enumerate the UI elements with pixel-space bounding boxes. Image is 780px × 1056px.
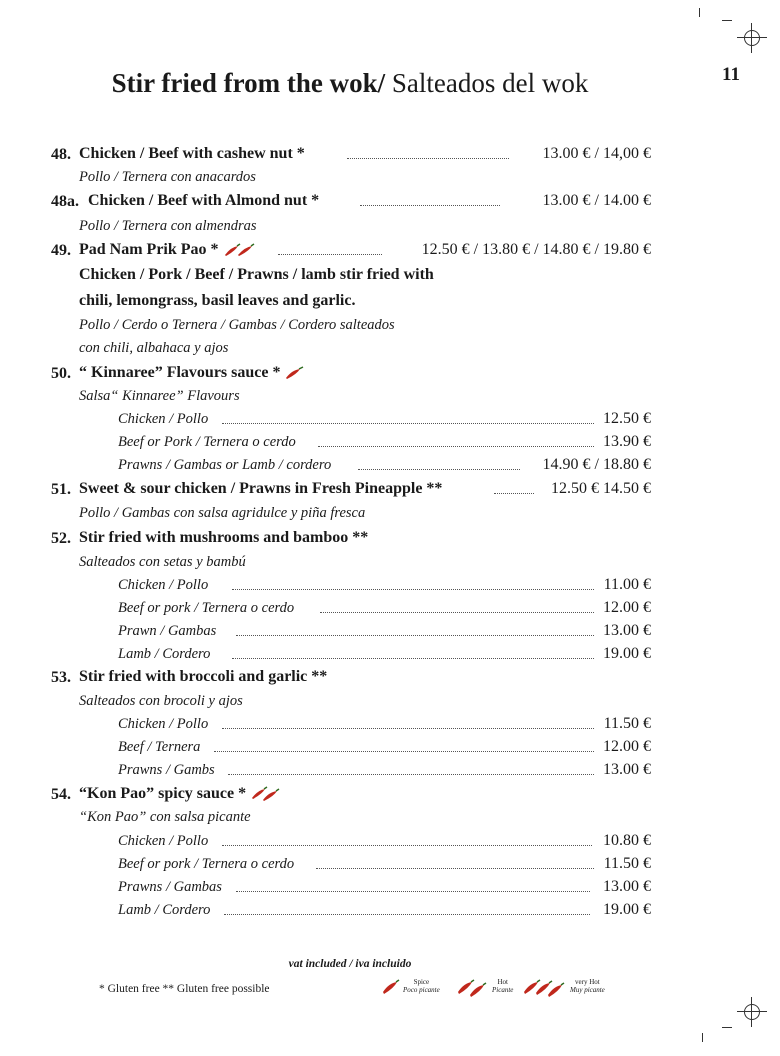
chili-icon <box>522 978 568 998</box>
leader-dots <box>232 589 594 590</box>
legend-label: Hot <box>497 978 508 986</box>
option-row <box>0 452 780 476</box>
legend-label-es: Poco picante <box>403 986 440 994</box>
menu-item-52 <box>0 525 780 549</box>
menu-item-48-subtitle <box>0 164 780 188</box>
dish-subtitle: Pollo / Cerdo o Ternera / Gambas / Cordero salteados <box>79 317 395 333</box>
option-label: Prawns / Gambas <box>118 879 222 895</box>
item-number: 53. <box>51 669 71 686</box>
menu-item-49-description-2 <box>0 288 780 312</box>
leader-dots <box>494 493 534 494</box>
option-row <box>0 618 780 642</box>
menu-item-49-description-1 <box>0 262 780 286</box>
dish-subtitle: Pollo / Gambas con salsa agridulce y piña fresca <box>79 505 366 521</box>
dish-subtitle: Salteados con brocoli y ajos <box>79 693 243 709</box>
option-label: Lamb / Cordero <box>118 646 211 662</box>
item-number: 48a. <box>51 193 79 210</box>
leader-dots <box>318 446 594 447</box>
dish-price: 13.00 € / 14,00 € <box>542 145 651 162</box>
option-row <box>0 429 780 453</box>
option-label: Beef or pork / Ternera o cerdo <box>118 600 295 616</box>
menu-item-51 <box>0 476 780 500</box>
option-row <box>0 711 780 735</box>
option-row <box>0 897 780 921</box>
menu-item-48a-subtitle <box>0 213 780 237</box>
option-price: 19.00 € <box>603 901 651 918</box>
dish-subtitle: con chili, albahaca y ajos <box>79 340 229 356</box>
option-price: 11.00 € <box>603 576 651 593</box>
dish-subtitle: Salteados con setas y bambú <box>79 554 246 570</box>
option-label: Beef or pork / Ternera o cerdo <box>118 856 295 872</box>
item-number: 48. <box>51 146 71 163</box>
option-row <box>0 828 780 852</box>
menu-item-53 <box>0 664 780 688</box>
chili-icon <box>456 978 490 998</box>
leader-dots <box>222 728 594 729</box>
option-label: Chicken / Pollo <box>118 833 209 849</box>
menu-item-48a <box>0 188 780 212</box>
option-label: Chicken / Pollo <box>118 411 209 427</box>
option-row <box>0 572 780 596</box>
menu-item-50 <box>0 360 780 384</box>
option-label: Prawn / Gambas <box>118 623 217 639</box>
leader-dots <box>224 914 590 915</box>
dish-name: Sweet & sour chicken / Prawns in Fresh Pineapple ** <box>79 480 443 497</box>
chili-icon <box>250 786 282 802</box>
menu-item-48 <box>0 141 780 165</box>
dish-price: 12.50 € 14.50 € <box>551 480 651 497</box>
crop-mark <box>702 1033 703 1042</box>
option-price: 13.00 € <box>603 878 651 895</box>
option-price: 11.50 € <box>603 855 651 872</box>
dish-name: Chicken / Beef with cashew nut * <box>79 145 305 162</box>
legend-spice <box>381 978 440 996</box>
leader-dots <box>347 158 509 159</box>
option-price: 13.00 € <box>603 761 651 778</box>
chili-icon <box>223 243 259 257</box>
menu-item-51-subtitle <box>0 500 780 524</box>
leader-dots <box>236 635 594 636</box>
option-label: Chicken / Pollo <box>118 577 209 593</box>
menu-item-54-subtitle <box>0 804 780 828</box>
vat-note: vat included / iva incluido <box>288 958 412 970</box>
option-price: 12.00 € <box>603 599 651 616</box>
option-price: 11.50 € <box>603 715 651 732</box>
option-price: 19.00 € <box>603 645 651 662</box>
page-title <box>0 68 700 99</box>
option-price: 10.80 € <box>603 832 651 849</box>
leader-dots <box>236 891 590 892</box>
option-label: Beef / Ternera <box>118 739 201 755</box>
leader-dots <box>232 658 594 659</box>
leader-dots <box>222 845 592 846</box>
item-number: 50. <box>51 365 71 382</box>
option-row <box>0 851 780 875</box>
dish-price: 12.50 € / 13.80 € / 14.80 € / 19.80 € <box>421 241 651 258</box>
option-price: 13.00 € <box>603 622 651 639</box>
chili-icon <box>284 366 306 380</box>
leader-dots <box>214 751 594 752</box>
registration-mark-bottom <box>737 997 767 1027</box>
gluten-note: * Gluten free ** Gluten free possible <box>99 983 270 995</box>
dish-name: Stir fried with mushrooms and bamboo ** <box>79 529 369 546</box>
option-label: Prawns / Gambas or Lamb / cordero <box>118 457 332 473</box>
dish-name: Stir fried with broccoli and garlic ** <box>79 668 328 685</box>
option-row <box>0 874 780 898</box>
option-price: 12.00 € <box>603 738 651 755</box>
legend-label: very Hot <box>575 978 600 986</box>
chili-icon <box>381 978 401 996</box>
dish-subtitle: Pollo / Ternera con almendras <box>79 218 257 234</box>
option-row <box>0 406 780 430</box>
leader-dots <box>228 774 594 775</box>
menu-item-49-subtitle-1 <box>0 312 780 336</box>
dish-subtitle: “Kon Pao” con salsa picante <box>79 809 251 825</box>
option-row <box>0 595 780 619</box>
legend-hot <box>456 978 513 998</box>
option-price: 12.50 € <box>603 410 651 427</box>
dish-name: Pad Nam Prik Pao * <box>79 240 259 260</box>
title-english: Stir fried from the wok/ <box>111 68 386 98</box>
leader-dots <box>320 612 594 613</box>
option-price: 13.90 € <box>603 433 651 450</box>
option-row <box>0 757 780 781</box>
leader-dots <box>222 423 594 424</box>
option-label: Lamb / Cordero <box>118 902 211 918</box>
dish-name: “ Kinnaree” Flavours sauce * <box>79 363 306 383</box>
item-number: 54. <box>51 786 71 803</box>
leader-dots <box>360 205 500 206</box>
item-number: 49. <box>51 242 71 259</box>
title-spanish: Salteados del wok <box>391 68 589 98</box>
legend-label-es: Muy picante <box>570 986 605 994</box>
crop-mark <box>699 8 700 17</box>
dish-description: Chicken / Pork / Beef / Prawns / lamb stir fried with <box>79 266 434 283</box>
option-label: Chicken / Pollo <box>118 716 209 732</box>
menu-item-49-subtitle-2 <box>0 335 780 359</box>
dish-subtitle: Pollo / Ternera con anacardos <box>79 169 256 185</box>
page-number: 11 <box>722 64 740 85</box>
dish-name: Chicken / Beef with Almond nut * <box>88 192 320 209</box>
dish-price: 13.00 € / 14.00 € <box>542 192 651 209</box>
dish-description: chili, lemongrass, basil leaves and garlic. <box>79 292 356 309</box>
option-row <box>0 734 780 758</box>
menu-item-49 <box>0 237 780 261</box>
leader-dots <box>316 868 594 869</box>
leader-dots <box>278 254 382 255</box>
option-label: Prawns / Gambs <box>118 762 215 778</box>
leader-dots <box>358 469 520 470</box>
option-label: Beef or Pork / Ternera o cerdo <box>118 434 296 450</box>
menu-item-54 <box>0 781 780 805</box>
item-number: 52. <box>51 530 71 547</box>
dish-subtitle: Salsa“ Kinnaree” Flavours <box>79 388 240 404</box>
legend-label-es: Picante <box>492 986 514 994</box>
menu-item-53-subtitle <box>0 688 780 712</box>
legend-label: Spice <box>413 978 430 986</box>
item-number: 51. <box>51 481 71 498</box>
option-row <box>0 641 780 665</box>
dish-name: “Kon Pao” spicy sauce * <box>79 784 282 804</box>
registration-mark-top <box>737 23 767 53</box>
crop-mark <box>722 1027 732 1028</box>
option-price: 14.90 € / 18.80 € <box>542 456 651 473</box>
menu-item-50-subtitle <box>0 383 780 407</box>
menu-item-52-subtitle <box>0 549 780 573</box>
crop-mark <box>722 20 732 21</box>
legend-very-hot <box>522 978 605 998</box>
